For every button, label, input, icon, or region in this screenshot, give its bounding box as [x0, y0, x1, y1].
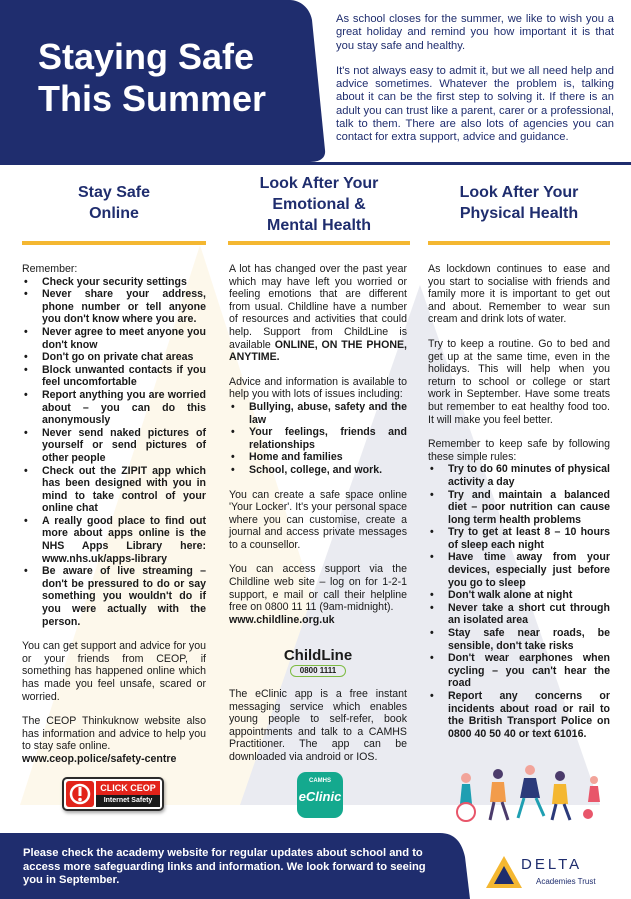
- delta-logo[interactable]: [484, 852, 624, 892]
- eclinic-logo-small: CAMHS: [309, 778, 331, 784]
- emotional-paragraph-1: A lot has changed over the past year which may have left you worried or feeling emotions that are different from usual. Childline have a number of resources and activities that could help. Support from ChildLine is available ONLINE, ON THE PHONE, ANYTIME.: [229, 263, 407, 364]
- list-item: • Don't go on private chat areas: [22, 351, 206, 364]
- list-item: • Bullying, abuse, safety and the law: [229, 401, 407, 426]
- physical-paragraph-3: Remember to keep safe by following these simple rules:: [428, 438, 610, 463]
- emotional-paragraph-3: You can create a safe space online 'Your Locker'. It's your personal space where you can customise, create a journal and access private messages to a counsellor.: [229, 488, 407, 551]
- column-emotional: [228, 170, 410, 236]
- list-item: • Never take a short cut through an isolated area: [428, 602, 610, 627]
- list-item: • Don't wear earphones when cycling – you can't hear the road: [428, 652, 610, 690]
- childline-logo-number: 0800 1111: [290, 665, 346, 677]
- ceop-logo[interactable]: [62, 777, 164, 811]
- column-physical: [428, 170, 610, 224]
- list-item: • Never send naked pictures of yourself or send pictures of other people: [22, 427, 206, 465]
- ceop-paragraph: You can get support and advice for you or your friends from CEOP, if something has happened online which has made you feel unsafe, scared or worried.: [22, 640, 206, 703]
- intro-paragraph-1: As school closes for the summer, we like to wish you a great holiday and remind you how important it is that you stay safe and healthy.: [336, 13, 614, 52]
- list-item: • School, college, and work.: [229, 464, 407, 477]
- list-item: • Try and maintain a balanced diet – poor nutrition can cause long term health problems: [428, 489, 610, 527]
- list-item: • Never agree to meet anyone you don't know: [22, 326, 206, 351]
- header: [0, 0, 631, 162]
- heading-online: Stay Safe Online: [77, 184, 151, 222]
- physical-paragraph-2: Try to keep a routine. Go to bed and get up at the same time, even in the holidays. This will help when you return to school or college or start work in September. Have some treats but remember to eat healthy food too. It will make you feel better.: [428, 337, 610, 426]
- intro-text: [336, 13, 614, 157]
- list-item: • Try to get at least 8 – 10 hours of sleep each night: [428, 526, 610, 551]
- list-item: • Report anything you are worried about – you can do this anonymously: [22, 389, 206, 427]
- ceop-link[interactable]: www.ceop.police/safety-centre: [22, 752, 177, 765]
- title-line-1: Staying Safe: [38, 36, 255, 77]
- remember-label: Remember:: [22, 263, 78, 275]
- list-item: • Have time away from your devices, especially just before you go to sleep: [428, 551, 610, 589]
- delta-wordmark: DELTA: [521, 856, 583, 873]
- list-item: • Check your security settings: [22, 276, 206, 289]
- list-item: • Be aware of live streaming – don't be pressured to do or say something you wouldn't do if you were actually with the person.: [22, 565, 206, 628]
- heading-emotional: Look After Your Emotional & Mental Health: [259, 175, 379, 234]
- ceop-logo-bottom: Internet Safety: [96, 795, 160, 807]
- list-item: • Block unwanted contacts if you feel uncomfortable: [22, 364, 206, 389]
- emotional-paragraph-5: The eClinic app is a free instant messaging service which enables young people to self-refer, book appointments and talk to a CAMHS Practitioner. The app can be downloaded via android or IOS.: [229, 688, 407, 763]
- list-item: • Home and families: [229, 451, 407, 464]
- childline-logo-word: ChildLine: [283, 647, 353, 664]
- eclinic-body: [229, 688, 407, 776]
- footer-text: Please check the academy website for regular updates about school and to access more safeguarding links and information. We look forward to seeing you in September.: [23, 847, 426, 886]
- physical-paragraph-1: As lockdown continues to ease and you start to socialise with friends and family more it is important to get out and about. Remember to wear sun cream and drink lots of water.: [428, 263, 610, 326]
- emotional-paragraph-4: You can access support via the Childline web site – log on for 1-2-1 support, e mail or call their helpline free on 0800 11 11 (9am-midnight).: [229, 563, 407, 614]
- childline-link[interactable]: www.childline.org.uk: [229, 613, 335, 626]
- list-item: • A really good place to find out more about apps online is the NHS Apps Library here: www.nhs.uk/apps-library: [22, 515, 206, 565]
- online-body: [22, 263, 206, 766]
- intro-paragraph-2: It's not always easy to admit it, but we all need help and advice sometimes. Whatever the problem is, talking about it can be the first step to solving it. If there is an adult you can trust like a parent, carer or a professional, talk to them. There are also lots of agencies you can contact for extra support, advice and guidance.: [336, 64, 614, 144]
- list-item: • Your feelings, friends and relationships: [229, 426, 407, 451]
- physical-rules-list: [428, 463, 610, 740]
- list-item: • Never share your address, phone number or tell anyone you don't know where you are.: [22, 288, 206, 326]
- online-tips-list: [22, 276, 206, 629]
- childline-logo[interactable]: [282, 648, 354, 678]
- delta-triangle-icon: [484, 854, 524, 890]
- list-item: • Try to do 60 minutes of physical activity a day: [428, 463, 610, 488]
- physical-body: [428, 263, 610, 752]
- list-item: • Don't walk alone at night: [428, 589, 610, 602]
- eclinic-logo[interactable]: [297, 772, 343, 818]
- column-online: [22, 170, 206, 224]
- emotional-body: [229, 263, 407, 626]
- thinkuknow-paragraph: The CEOP Thinkuknow website also has information and advice to help you to stay safe online.: [22, 715, 206, 753]
- divider-physical: [428, 241, 610, 245]
- list-item: • Check out the ZIPIT app which has been designed with you in mind to take control of your online chat: [22, 465, 206, 515]
- list-item: • Stay safe near roads, be sensible, don't take risks: [428, 627, 610, 652]
- eclinic-logo-word: eClinic: [298, 789, 342, 804]
- list-item: • Report any concerns or incidents about road or rail to the British Transport Police on 0800 40 50 40 or text 61016.: [428, 690, 610, 740]
- childline-availability: ONLINE, ON THE PHONE, ANYTIME.: [229, 338, 407, 364]
- heading-physical: Look After Your Physical Health: [459, 184, 579, 222]
- page-title: [38, 36, 298, 120]
- ceop-badge-icon: [66, 781, 94, 807]
- divider-emotional: [228, 241, 410, 245]
- title-line-2: This Summer: [38, 78, 267, 119]
- delta-subtitle: Academies Trust: [536, 877, 596, 886]
- divider-online: [22, 241, 206, 245]
- ceop-logo-top: CLICK CEOP: [96, 781, 160, 795]
- emotional-issues-list: [229, 401, 407, 477]
- activity-people-illustration: [448, 760, 608, 825]
- emotional-paragraph-2: Advice and information is available to help you with lots of issues including:: [229, 375, 407, 401]
